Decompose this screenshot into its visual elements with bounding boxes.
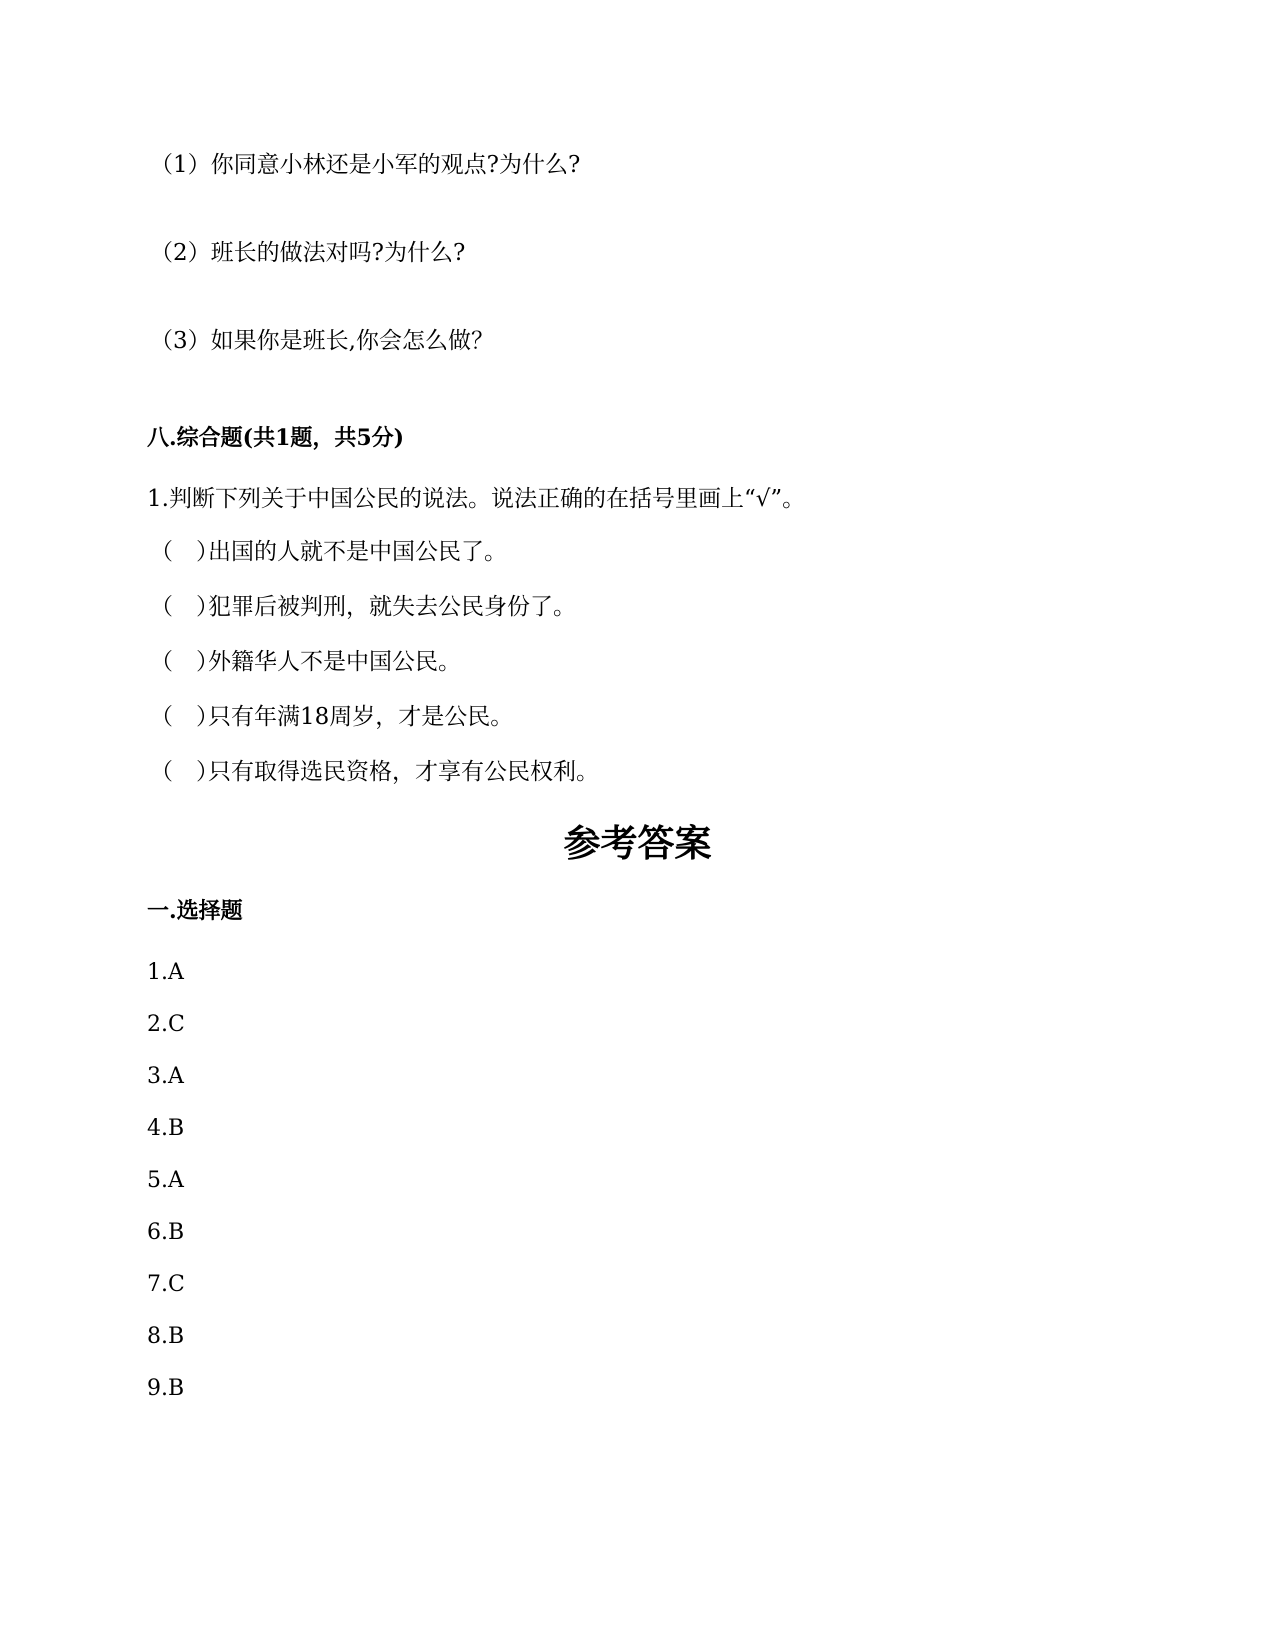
answer-parentheses[interactable]: （ ） bbox=[150, 759, 219, 785]
answer-item: 2.C bbox=[147, 1012, 185, 1037]
question-sub-2: （2）班长的做法对吗?为什么? bbox=[150, 240, 466, 266]
answer-item: 5.A bbox=[147, 1168, 184, 1193]
answer-item: 6.B bbox=[147, 1220, 185, 1245]
answers-section-1-heading: 一.选择题 bbox=[147, 898, 243, 924]
question-sub-3: （3）如果你是班长,你会怎么做？ bbox=[150, 328, 494, 354]
judgement-item bbox=[150, 757, 599, 787]
answer-item: 3.A bbox=[147, 1064, 184, 1089]
answer-item: 7.C bbox=[147, 1272, 185, 1297]
answer-parentheses[interactable]: （ ） bbox=[150, 649, 219, 675]
judgement-item bbox=[150, 647, 461, 677]
answers-title: 参考答案 bbox=[563, 821, 712, 865]
judgement-item bbox=[150, 537, 507, 567]
answer-item: 8.B bbox=[147, 1324, 185, 1349]
judgement-item-text: 犯罪后被判刑，就失去公民身份了。 bbox=[208, 594, 576, 620]
answer-parentheses[interactable]: （ ） bbox=[150, 594, 219, 620]
judgement-item bbox=[150, 702, 513, 732]
answer-item: 4.B bbox=[147, 1116, 185, 1141]
judgement-item bbox=[150, 592, 576, 622]
judgement-item-text: 出国的人就不是中国公民了。 bbox=[208, 539, 507, 565]
question-sub-1: （1）你同意小林还是小军的观点?为什么? bbox=[150, 152, 581, 178]
answer-item: 9.B bbox=[147, 1376, 185, 1401]
answer-parentheses[interactable]: （ ） bbox=[150, 704, 219, 730]
judgement-item-text: 外籍华人不是中国公民。 bbox=[208, 649, 461, 675]
judgement-item-text: 只有取得选民资格，才享有公民权利。 bbox=[208, 759, 599, 785]
judgement-item-text: 只有年满18周岁，才是公民。 bbox=[208, 704, 514, 730]
section-8-question-1: 1.判断下列关于中国公民的说法。说法正确的在括号里画上“√”。 bbox=[147, 486, 806, 512]
section-8-heading: 八.综合题(共1题，共5分) bbox=[147, 425, 405, 451]
answer-item: 1.A bbox=[147, 960, 184, 985]
answer-parentheses[interactable]: （ ） bbox=[150, 539, 219, 565]
